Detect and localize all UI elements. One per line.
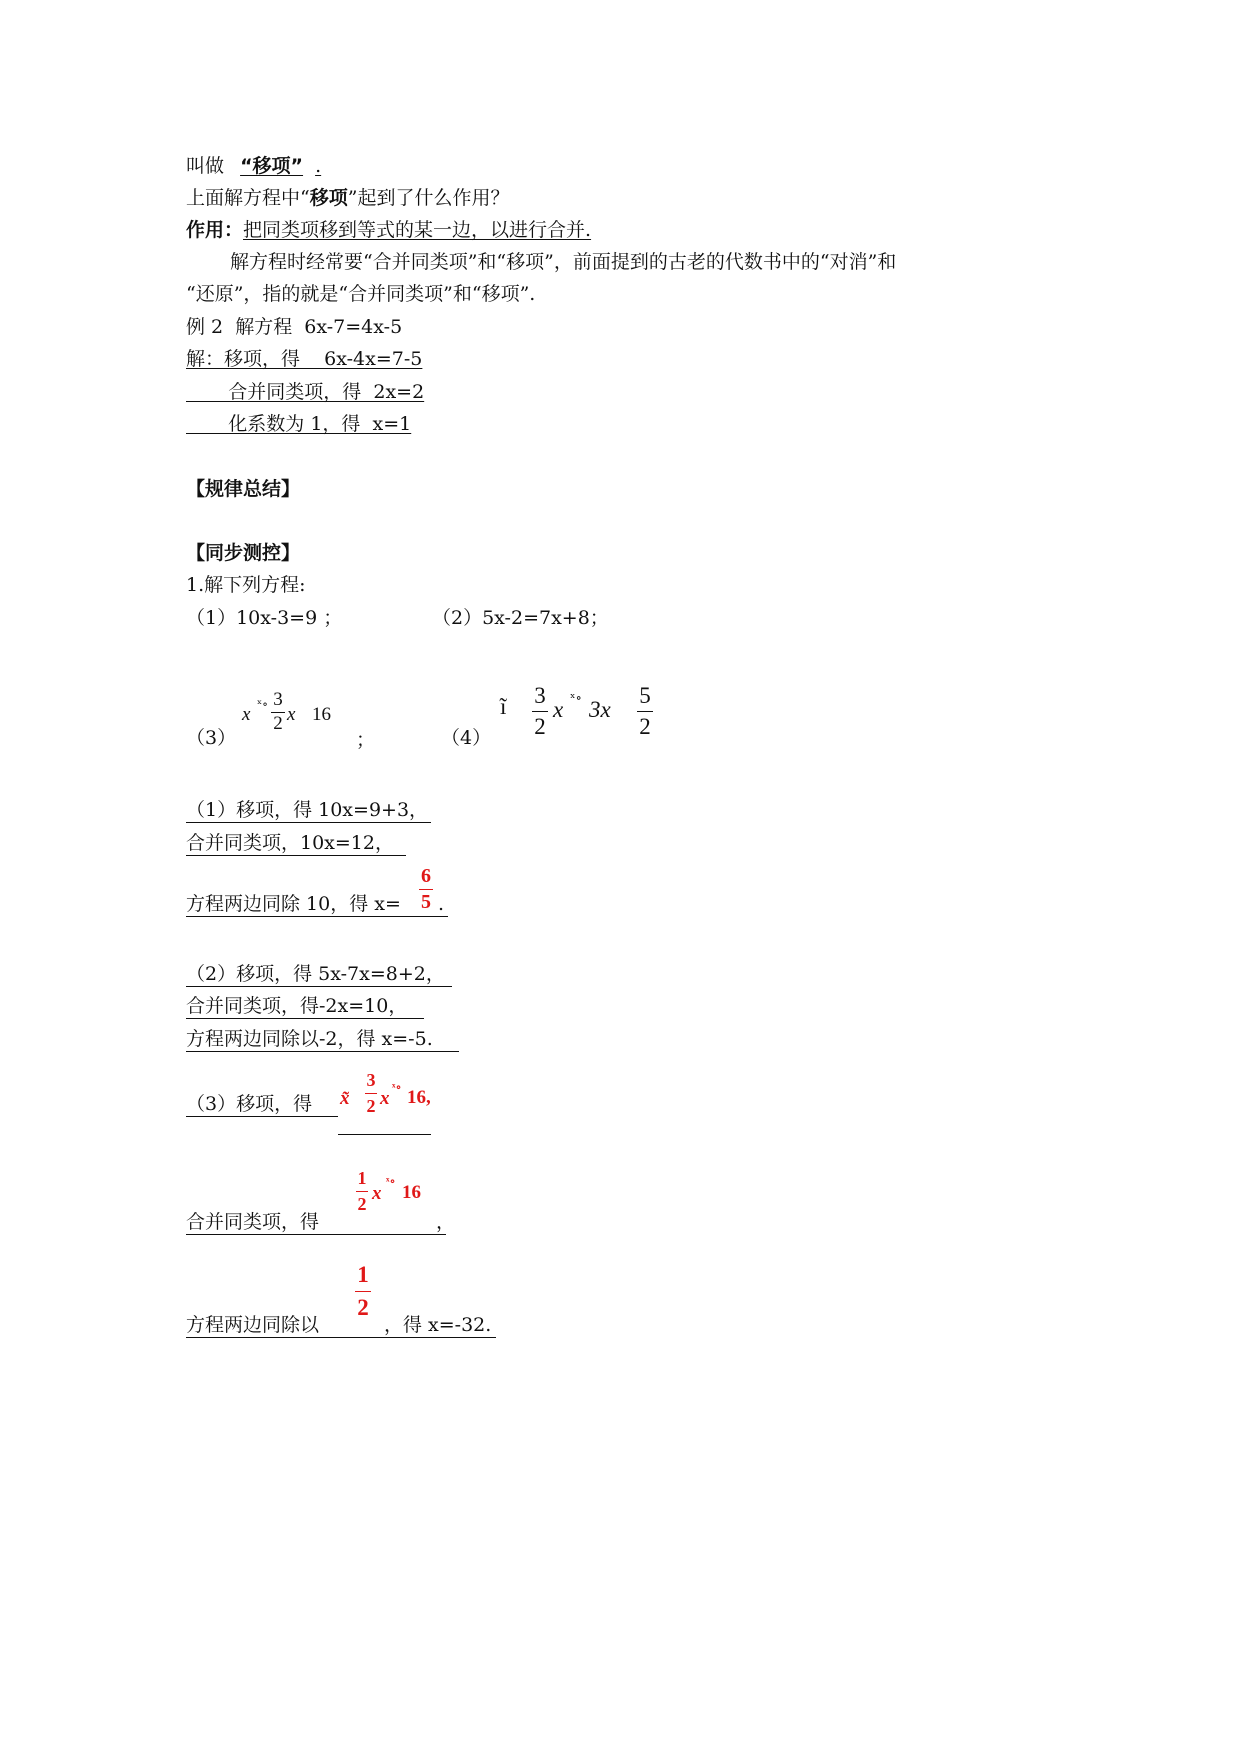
solution-3-step-1-underline-a <box>186 1116 338 1117</box>
problem-3-semicolon: ； <box>356 729 376 751</box>
problem-4-denominator: 2 <box>534 714 546 739</box>
solution-1-denominator: 5 <box>421 891 431 913</box>
solution-3-step-1-garbled-symbol: ˣ∘ <box>392 1080 402 1094</box>
solution-1-numerator: 6 <box>421 865 431 887</box>
solution-3-step-1-denominator: 2 <box>366 1096 376 1116</box>
solution-3-step-1: （3）移项，得 <box>186 1093 313 1115</box>
solution-3-step-3-denominator: 2 <box>357 1295 369 1320</box>
problem-4-3x: 3x <box>589 697 611 722</box>
example-2-step-2: 合并同类项，得 2x=2 <box>186 381 425 403</box>
solution-3-step-1-rhs: 16, <box>407 1087 431 1108</box>
solution-1-step-3-underline <box>186 916 448 917</box>
example-2-step-3: 化系数为 1，得 x=1 <box>186 413 412 435</box>
practice-heading: 【同步测控】 <box>186 542 301 564</box>
problem-3-denominator: 2 <box>273 713 283 734</box>
solution-1-step-1: （1）移项，得 10x=9+3， <box>186 799 429 821</box>
solution-1-fraction-bar <box>419 889 433 890</box>
solution-3-step-3-numerator: 1 <box>357 1262 369 1287</box>
solution-1-step-2-underline <box>186 855 406 856</box>
intro-period: . <box>315 155 322 177</box>
solution-3-step-2-underline <box>186 1234 446 1235</box>
problem-3-x2: x <box>287 704 296 725</box>
problems-intro: 1.解下列方程: <box>186 574 306 596</box>
example-2-title: 例 2 解方程 6x-7=4x-5 <box>186 316 403 338</box>
problem-4-garbled-symbol-2: ˣ∘ <box>570 691 582 706</box>
intro-term: “移项” <box>240 155 304 177</box>
problem-4-fraction-bar <box>532 711 548 712</box>
problem-4-rhs-denominator: 2 <box>639 714 651 739</box>
intro-q-term: 移项 <box>309 187 348 209</box>
problem-4-rhs-numerator: 5 <box>639 683 651 708</box>
problem-2: （2）5x-2=7x+8； <box>432 607 609 629</box>
problem-1: （1）10x-3=9 ； <box>186 607 343 629</box>
solution-3-step-2-rhs: 16 <box>402 1182 421 1203</box>
solution-3-step-2-numerator: 1 <box>357 1168 367 1188</box>
solution-3-step-1-x2: x <box>380 1088 390 1109</box>
effect-label: 作用： <box>186 219 244 241</box>
solution-3-step-2-denominator: 2 <box>357 1194 367 1214</box>
problem-4-label: （4） <box>441 727 492 749</box>
solution-3-step-3-fraction-bar <box>355 1291 371 1292</box>
problem-3-x: x <box>242 704 251 725</box>
intro-line-2 <box>186 186 509 210</box>
solution-2-step-2: 合并同类项，得-2x=10， <box>186 995 408 1017</box>
solution-2-step-1-underline <box>186 986 452 987</box>
problem-4-numerator: 3 <box>534 683 546 708</box>
solution-3-step-2-comma: ， <box>436 1211 456 1233</box>
solution-3-step-3-result: ，得 x=-32. <box>384 1314 492 1336</box>
problem-4-rhs-fraction-bar <box>637 711 653 712</box>
intro-q-part-a: 上面解方程中“ <box>186 187 310 209</box>
effect-text: 把同类项移到等式的某一边，以进行合并. <box>243 219 592 241</box>
solution-2-step-2-underline <box>186 1018 424 1019</box>
paragraph-line-1: 解方程时经常要“合并同类项”和“移项”，前面提到的古老的代数书中的“对消”和 <box>230 251 897 273</box>
rules-summary-heading: 【规律总结】 <box>186 478 301 500</box>
intro-prefix: 叫做 <box>186 155 225 177</box>
problem-4-x: x <box>553 697 564 722</box>
solution-3-step-2-fraction-bar <box>356 1191 368 1192</box>
solution-3-step-1-x: x̃ <box>340 1088 350 1109</box>
example-2-step-1: 解：移项，得 6x-4x=7-5 <box>186 348 423 370</box>
intro-q-part-c: ”起到了什么作用？ <box>347 187 510 209</box>
problem-3-numerator: 3 <box>273 689 283 710</box>
solution-1-period: . <box>438 893 445 915</box>
solution-3-step-2-x: x <box>372 1183 382 1204</box>
solution-1-step-1-underline <box>186 822 431 823</box>
problem-4-garbled-symbol: ĩ <box>500 694 507 719</box>
paragraph-line-2: “还原”，指的就是“合并同类项”和“移项”. <box>186 283 536 305</box>
solution-3-step-2: 合并同类项，得 <box>186 1211 320 1233</box>
intro-line-3 <box>186 218 591 242</box>
problem-3-label: （3） <box>186 727 237 749</box>
solution-3-step-2-garbled-symbol: ˣ∘ <box>386 1174 396 1188</box>
solution-2-step-3: 方程两边同除以-2，得 x=-5. <box>186 1028 433 1050</box>
solution-3-step-1-numerator: 3 <box>366 1070 376 1090</box>
problem-3-garbled-symbol: ˣ∘ <box>257 697 268 711</box>
solution-2-step-1: （2）移项，得 5x-7x=8+2， <box>186 963 445 985</box>
solution-3-step-1-fraction-bar <box>365 1093 377 1094</box>
intro-line-1 <box>186 154 321 178</box>
solution-2-step-3-underline <box>186 1051 459 1052</box>
solution-3-step-3-underline <box>186 1337 496 1338</box>
solution-3-step-1-underline-b <box>338 1134 431 1135</box>
problem-3-rhs: 16 <box>312 704 331 725</box>
solution-1-step-3: 方程两边同除 10，得 x= <box>186 893 401 915</box>
solution-3-step-3: 方程两边同除以 <box>186 1314 320 1336</box>
solution-1-step-2: 合并同类项，10x=12， <box>186 832 394 854</box>
